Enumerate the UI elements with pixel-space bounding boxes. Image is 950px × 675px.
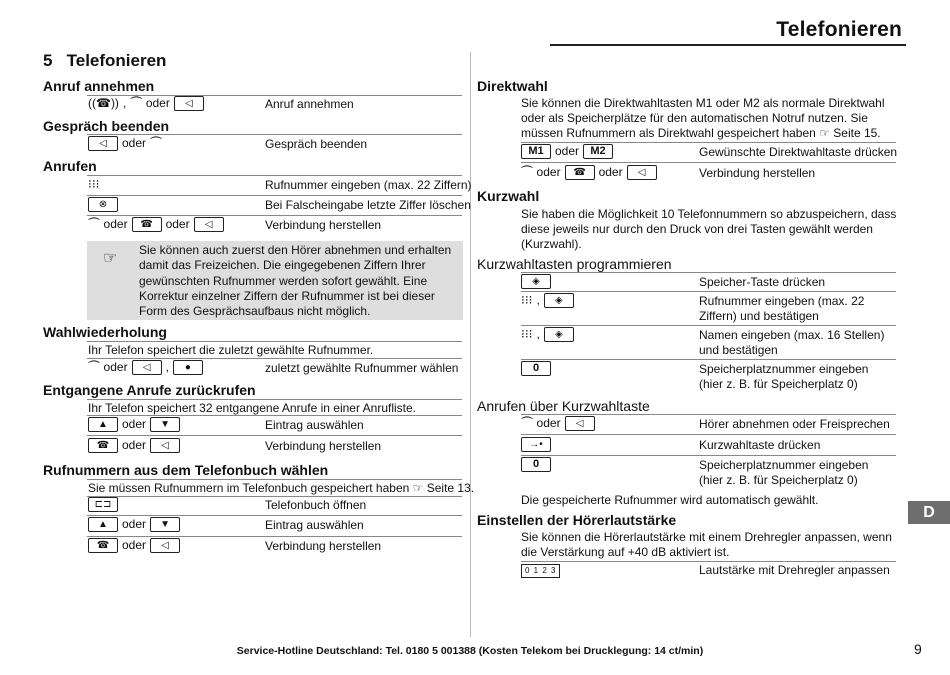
subheading-programmieren: Kurzwahltasten programmieren	[477, 256, 672, 272]
note-text: Sie können auch zuerst den Hörer abnehmen und erhalten damit das Freizeichen. Die eingegebenen Ziffern Ihrer gewünschten Rufnummer werden sofort gewählt. Eine Korrektur einzelner Ziffern der Rufnummer ist bei dieser Form des Gesprächsaufbaus nicht möglich.	[139, 243, 452, 319]
call-key-icon: ☎	[88, 438, 118, 453]
heading-gespraech-beenden: Gespräch beenden	[43, 118, 170, 134]
or-label: oder	[122, 517, 147, 531]
rule	[521, 561, 896, 562]
keys-anr-1	[521, 416, 595, 431]
keys-prog-3: ⁝⁝⁝ , ◈	[521, 327, 574, 342]
intro-lautstaerke: Sie können die Hörerlautstärke mit einem Drehregler anpassen, wenn die Verstärkung auf +40 dB aktiviert ist.	[521, 530, 892, 559]
rule	[87, 515, 462, 516]
desc-anr-2: Kurzwahltaste drücken	[699, 438, 821, 452]
page-reference: Seite 15.	[833, 126, 881, 140]
keys-anruf-annehmen: ((☎)) , ⏜ oder ◁	[88, 96, 204, 111]
speaker-key-icon: ◁	[174, 96, 204, 111]
or-label: oder	[103, 360, 128, 374]
desc-telefonbuch-3: Verbindung herstellen	[265, 539, 382, 553]
rule	[87, 415, 462, 416]
header-rule	[550, 44, 906, 46]
desc-prog-1: Speicher-Taste drücken	[699, 275, 826, 289]
speaker-key-icon: ◁	[132, 360, 162, 375]
keys-direktwahl-1	[521, 144, 613, 159]
keys-anr-3	[521, 457, 551, 472]
keys-gespraech-beenden	[88, 136, 162, 151]
intro-telefonbuch	[88, 481, 474, 496]
ringing-handset-icon: ((☎))	[88, 96, 119, 110]
rule	[521, 455, 896, 456]
speaker-key-icon: ◁	[627, 165, 657, 180]
desc-anrufen-3: Verbindung herstellen	[265, 218, 382, 232]
keys-telefonbuch-1	[88, 497, 118, 512]
speed-dial-key-icon: →•	[521, 437, 551, 452]
footer-hotline: Service-Hotline Deutschland: Tel. 0180 5 001388 (Kosten Telekom bei Drucklegung: 14 ct/min)	[236, 645, 704, 657]
desc-entgangene-1: Eintrag auswählen	[265, 418, 364, 432]
page-reference: Seite 13.	[426, 481, 475, 495]
heading-anruf-annehmen: Anruf annehmen	[43, 78, 155, 94]
or-label: oder	[122, 538, 147, 552]
heading-kurzwahl: Kurzwahl	[477, 188, 540, 204]
keypad-icon: ⁝⁝⁝	[88, 177, 100, 191]
desc-anrufen-1: Rufnummer eingeben (max. 22 Ziffern)	[265, 178, 472, 192]
rule	[87, 134, 462, 135]
or-label: oder	[103, 217, 128, 231]
down-arrow-key-icon: ▼	[150, 517, 180, 532]
keys-telefonbuch-2	[88, 517, 180, 532]
keys-anr-2	[521, 437, 551, 452]
desc-anruf-annehmen: Anruf annehmen	[265, 97, 354, 111]
rule	[87, 341, 462, 342]
page-header-title: Telefonieren	[776, 18, 902, 41]
rule	[87, 358, 462, 359]
desc-entgangene-2: Verbindung herstellen	[265, 439, 382, 453]
memory-key-icon: ◈	[544, 327, 574, 342]
outro-kurzwahl: Die gespeicherte Rufnummer wird automatisch gewählt.	[521, 493, 819, 507]
rule	[87, 435, 462, 436]
desc-anr-1: Hörer abnehmen oder Freisprechen	[699, 417, 890, 431]
desc-direktwahl-2: Verbindung herstellen	[699, 166, 816, 180]
or-label: oder	[122, 136, 147, 150]
rule	[87, 175, 462, 176]
rule	[87, 399, 462, 400]
keypad-icon: ⁝⁝⁝	[521, 327, 533, 341]
section-title: 5 Telefonieren	[43, 51, 167, 70]
language-tab: D	[908, 501, 950, 524]
page-number: 9	[914, 641, 922, 657]
rule	[521, 142, 896, 143]
or-label: oder	[145, 96, 170, 110]
rule	[521, 291, 896, 292]
phonebook-key-icon: ⊏⊐	[88, 497, 118, 512]
speaker-key-icon: ◁	[88, 136, 118, 151]
volume-scale-icon: 0 1 2 3	[521, 564, 560, 578]
keys-entgangene-2	[88, 438, 180, 453]
intro-wahlwiederholung: Ihr Telefon speichert die zuletzt gewählte Rufnummer.	[88, 343, 374, 357]
desc-telefonbuch-2: Eintrag auswählen	[265, 518, 364, 532]
rule	[521, 162, 896, 163]
handset-lift-icon: ⏜	[88, 217, 100, 231]
delete-key-icon: ⊗	[88, 197, 118, 212]
or-label: oder	[122, 417, 147, 431]
or-label: oder	[165, 217, 190, 231]
or-label: oder	[536, 165, 561, 179]
call-key-icon: ☎	[565, 165, 595, 180]
desc-direktwahl-1: Gewünschte Direktwahltaste drücken	[699, 145, 898, 159]
keypad-icon: ⁝⁝⁝	[521, 293, 533, 307]
rule	[87, 195, 462, 196]
desc-prog-3: Namen eingeben (max. 16 Stellen) und bestätigen	[699, 328, 885, 357]
heading-anrufen: Anrufen	[43, 158, 97, 174]
desc-gespraech-beenden: Gespräch beenden	[265, 137, 368, 151]
keys-prog-1	[521, 274, 551, 289]
intro-entgangene: Ihr Telefon speichert 32 entgangene Anrufe in einer Anrufliste.	[88, 401, 417, 415]
desc-anrufen-2: Bei Falscheingabe letzte Ziffer löschen	[265, 198, 471, 212]
intro-kurzwahl: Sie haben die Möglichkeit 10 Telefonnummern so abzuspeichern, dass diese jeweils nur durch den Druck von drei Tasten gewählt werden (Kurzwahl).	[521, 207, 897, 251]
or-label: oder	[555, 144, 580, 158]
handset-hangup-icon: ⏜	[150, 136, 162, 150]
keys-prog-4	[521, 361, 551, 376]
keys-direktwahl-2	[521, 165, 657, 180]
desc-anr-3: Speicherplatznummer eingeben (hier z. B. für Speicherplatz 0)	[699, 458, 869, 487]
zero-key: 0	[521, 361, 551, 376]
intro-telefonbuch-text: Sie müssen Rufnummern im Telefonbuch gespeichert haben	[88, 481, 410, 495]
down-arrow-key-icon: ▼	[150, 417, 180, 432]
keys-anrufen-verbinden	[88, 217, 224, 232]
subheading-anrufen-kurzwahl: Anrufen über Kurzwahltaste	[477, 398, 650, 414]
call-key-icon: ☎	[88, 538, 118, 553]
rule	[521, 434, 896, 435]
rule	[521, 272, 896, 273]
keys-delete	[88, 197, 118, 212]
rule	[87, 536, 462, 537]
up-arrow-key-icon: ▲	[88, 417, 118, 432]
pointing-hand-icon: ☞	[103, 250, 118, 267]
rule	[521, 359, 896, 360]
rule	[521, 414, 896, 415]
handset-lift-icon: ⏜	[88, 360, 100, 374]
rule	[87, 215, 462, 216]
call-key-icon: ☎	[132, 217, 162, 232]
keys-wahlwiederholung: ⏜ oder ◁ , ●	[88, 360, 203, 375]
handset-lift-icon: ⏜	[521, 416, 533, 430]
heading-lautstaerke: Einstellen der Hörerlautstärke	[477, 512, 677, 528]
desc-wahlwiederholung: zuletzt gewählte Rufnummer wählen	[265, 361, 459, 375]
handset-lift-icon: ⏜	[521, 165, 533, 179]
zero-key: 0	[521, 457, 551, 472]
speaker-key-icon: ◁	[150, 538, 180, 553]
m2-key: M2	[583, 144, 613, 159]
desc-telefonbuch-1: Telefonbuch öffnen	[265, 498, 367, 512]
heading-entgangene: Entgangene Anrufe zurückrufen	[43, 382, 256, 398]
rule	[87, 479, 462, 480]
or-label: oder	[122, 438, 147, 452]
pointing-hand-icon: ☞	[819, 126, 830, 140]
desc-prog-4: Speicherplatznummer eingeben (hier z. B. für Speicherplatz 0)	[699, 362, 869, 391]
speaker-key-icon: ◁	[150, 438, 180, 453]
speaker-key-icon: ◁	[565, 416, 595, 431]
speaker-key-icon: ◁	[194, 217, 224, 232]
pointing-hand-icon: ☞	[412, 481, 424, 495]
keys-prog-2: ⁝⁝⁝ , ◈	[521, 293, 574, 308]
heading-telefonbuch: Rufnummern aus dem Telefonbuch wählen	[43, 462, 329, 478]
memory-key-icon: ◈	[521, 274, 551, 289]
rule	[521, 325, 896, 326]
keys-telefonbuch-3	[88, 538, 180, 553]
desc-prog-2: Rufnummer eingeben (max. 22 Ziffern) und bestätigen	[699, 294, 865, 323]
keys-entgangene-1	[88, 417, 180, 432]
memory-key-icon: ◈	[544, 293, 574, 308]
intro-direktwahl	[521, 96, 897, 141]
m1-key: M1	[521, 144, 551, 159]
column-divider	[470, 52, 471, 637]
or-label: oder	[536, 416, 561, 430]
or-label: oder	[598, 165, 623, 179]
redial-key-icon: ●	[173, 360, 203, 375]
heading-direktwahl: Direktwahl	[477, 78, 548, 94]
heading-wahlwiederholung: Wahlwiederholung	[43, 324, 167, 340]
handset-lift-icon: ⏜	[130, 96, 142, 110]
up-arrow-key-icon: ▲	[88, 517, 118, 532]
rule	[87, 496, 462, 497]
desc-lautstaerke: Lautstärke mit Drehregler anpassen	[699, 563, 890, 577]
intro-direktwahl-text: Sie können die Direktwahltasten M1 oder M2 als normale Direktwahl oder als Speicherplätze für den automatischen Notruf nutzen. Sie müssen Rufnummern als Direktwahl gespeichert haben	[521, 96, 885, 140]
